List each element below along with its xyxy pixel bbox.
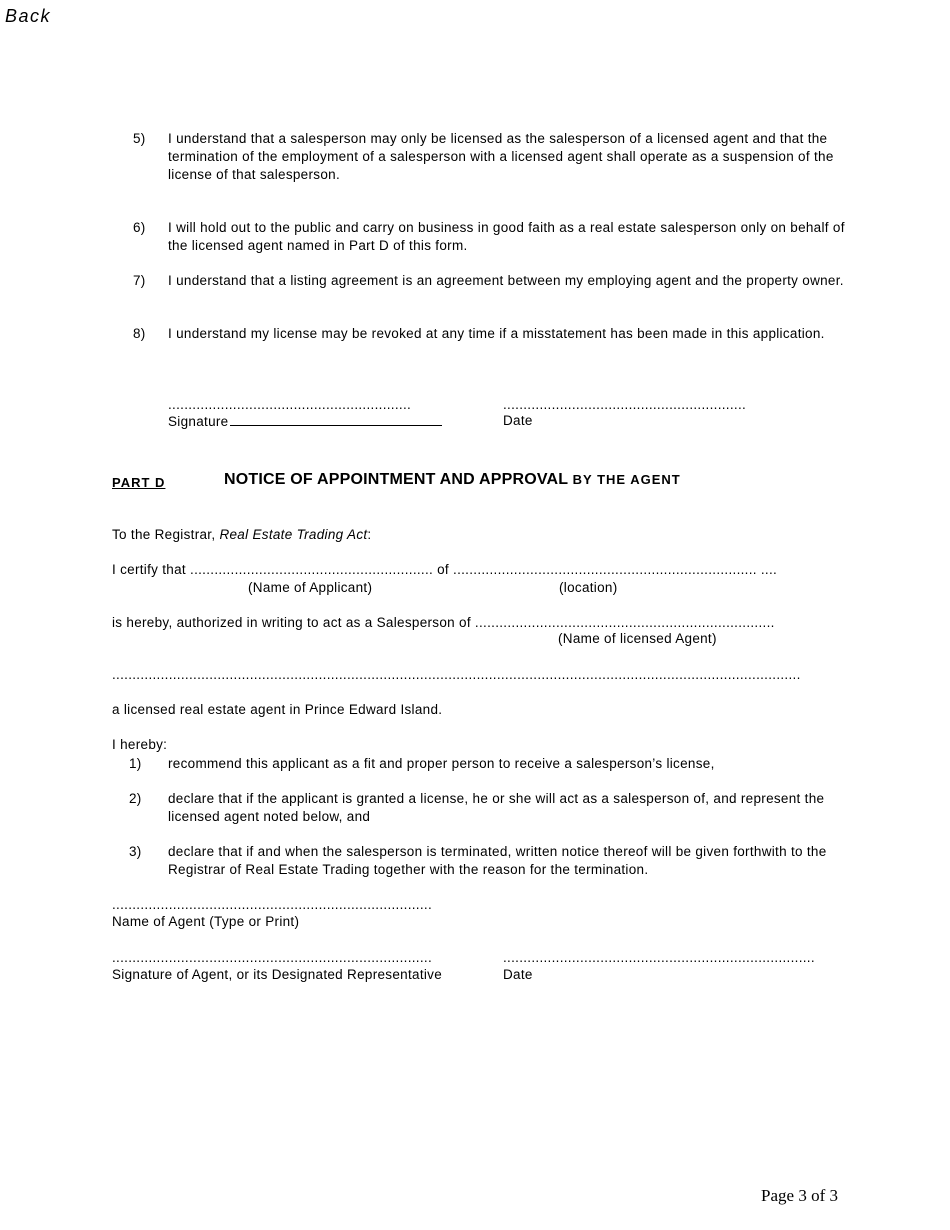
hereby-item-text: declare that if and when the salesperson is terminated, written notice thereof will be given forthwith to the Registrar of Real Estate Trading together with the reason for the termination. bbox=[168, 844, 827, 877]
item-text: I understand that a listing agreement is an agreement between my employing agent and the property owner. bbox=[168, 273, 844, 288]
agent-signature-dots: ............................................................................... bbox=[112, 950, 433, 965]
item-number: 6) bbox=[133, 220, 146, 235]
agent-date-label: Date bbox=[503, 967, 533, 982]
certify-line: I certify that ............................................................ of ........................................................................... .... bbox=[112, 562, 778, 577]
part-d-title bbox=[224, 471, 681, 489]
item-number: 8) bbox=[133, 326, 146, 341]
signature-label: Signature bbox=[168, 414, 229, 429]
to-registrar-line bbox=[112, 527, 371, 542]
authorized-line: is hereby, authorized in writing to act as a Salesperson of .......................................................................... bbox=[112, 615, 775, 630]
to-registrar-text: To the Registrar, bbox=[112, 527, 220, 542]
part-d-title-small: BY THE AGENT bbox=[572, 472, 681, 487]
hereby-item-number: 2) bbox=[129, 791, 142, 806]
signature-field[interactable] bbox=[168, 413, 442, 429]
item-text: I understand my license may be revoked at any time if a misstatement has been made in this application. bbox=[168, 326, 825, 341]
act-name: Real Estate Trading Act bbox=[219, 527, 368, 542]
agent-name-dots: ............................................................................... bbox=[112, 897, 433, 912]
licensed-agent-line: a licensed real estate agent in Prince Edward Island. bbox=[112, 702, 443, 717]
name-of-applicant-caption: (Name of Applicant) bbox=[248, 580, 373, 595]
colon: : bbox=[367, 527, 372, 542]
agent-signature-label: Signature of Agent, or its Designated Representative bbox=[112, 967, 443, 982]
item-text: I will hold out to the public and carry on business in good faith as a real estate salesperson only on behalf of the licensed agent named in Part D of this form. bbox=[168, 220, 845, 253]
item-text: I understand that a salesperson may only be licensed as the salesperson of a licensed agent and that the termination of the employment of a salesperson with a licensed agent shall operate as a suspension of the license of that salesperson. bbox=[168, 131, 834, 182]
hereby-item-number: 3) bbox=[129, 844, 142, 859]
page-number: Page 3 of 3 bbox=[761, 1186, 838, 1205]
date-dots: ............................................................ bbox=[503, 397, 747, 412]
location-caption: (location) bbox=[559, 580, 618, 595]
hereby-item-text: declare that if the applicant is granted a license, he or she will act as a salesperson of, and represent the licensed agent noted below, and bbox=[168, 791, 825, 824]
signature-dots: ............................................................ bbox=[168, 397, 412, 412]
item-number: 7) bbox=[133, 273, 146, 288]
part-d-label: PART D bbox=[112, 475, 166, 490]
signature-line bbox=[230, 413, 442, 426]
hereby-item-number: 1) bbox=[129, 756, 142, 771]
hereby-item-text: recommend this applicant as a fit and proper person to receive a salesperson’s license, bbox=[168, 756, 715, 771]
agent-name-dotted-line: .......................................................................................................................................................................... bbox=[112, 667, 801, 682]
agent-name-label: Name of Agent (Type or Print) bbox=[112, 914, 300, 929]
agent-date-dots: ............................................................................. bbox=[503, 950, 815, 965]
date-label: Date bbox=[503, 413, 533, 428]
item-number: 5) bbox=[133, 131, 146, 146]
part-d-title-main: NOTICE OF APPOINTMENT AND APPROVAL bbox=[224, 471, 568, 488]
back-link[interactable]: Back bbox=[5, 6, 52, 26]
hereby-label: I hereby: bbox=[112, 737, 168, 752]
name-of-licensed-agent-caption: (Name of licensed Agent) bbox=[558, 631, 717, 646]
